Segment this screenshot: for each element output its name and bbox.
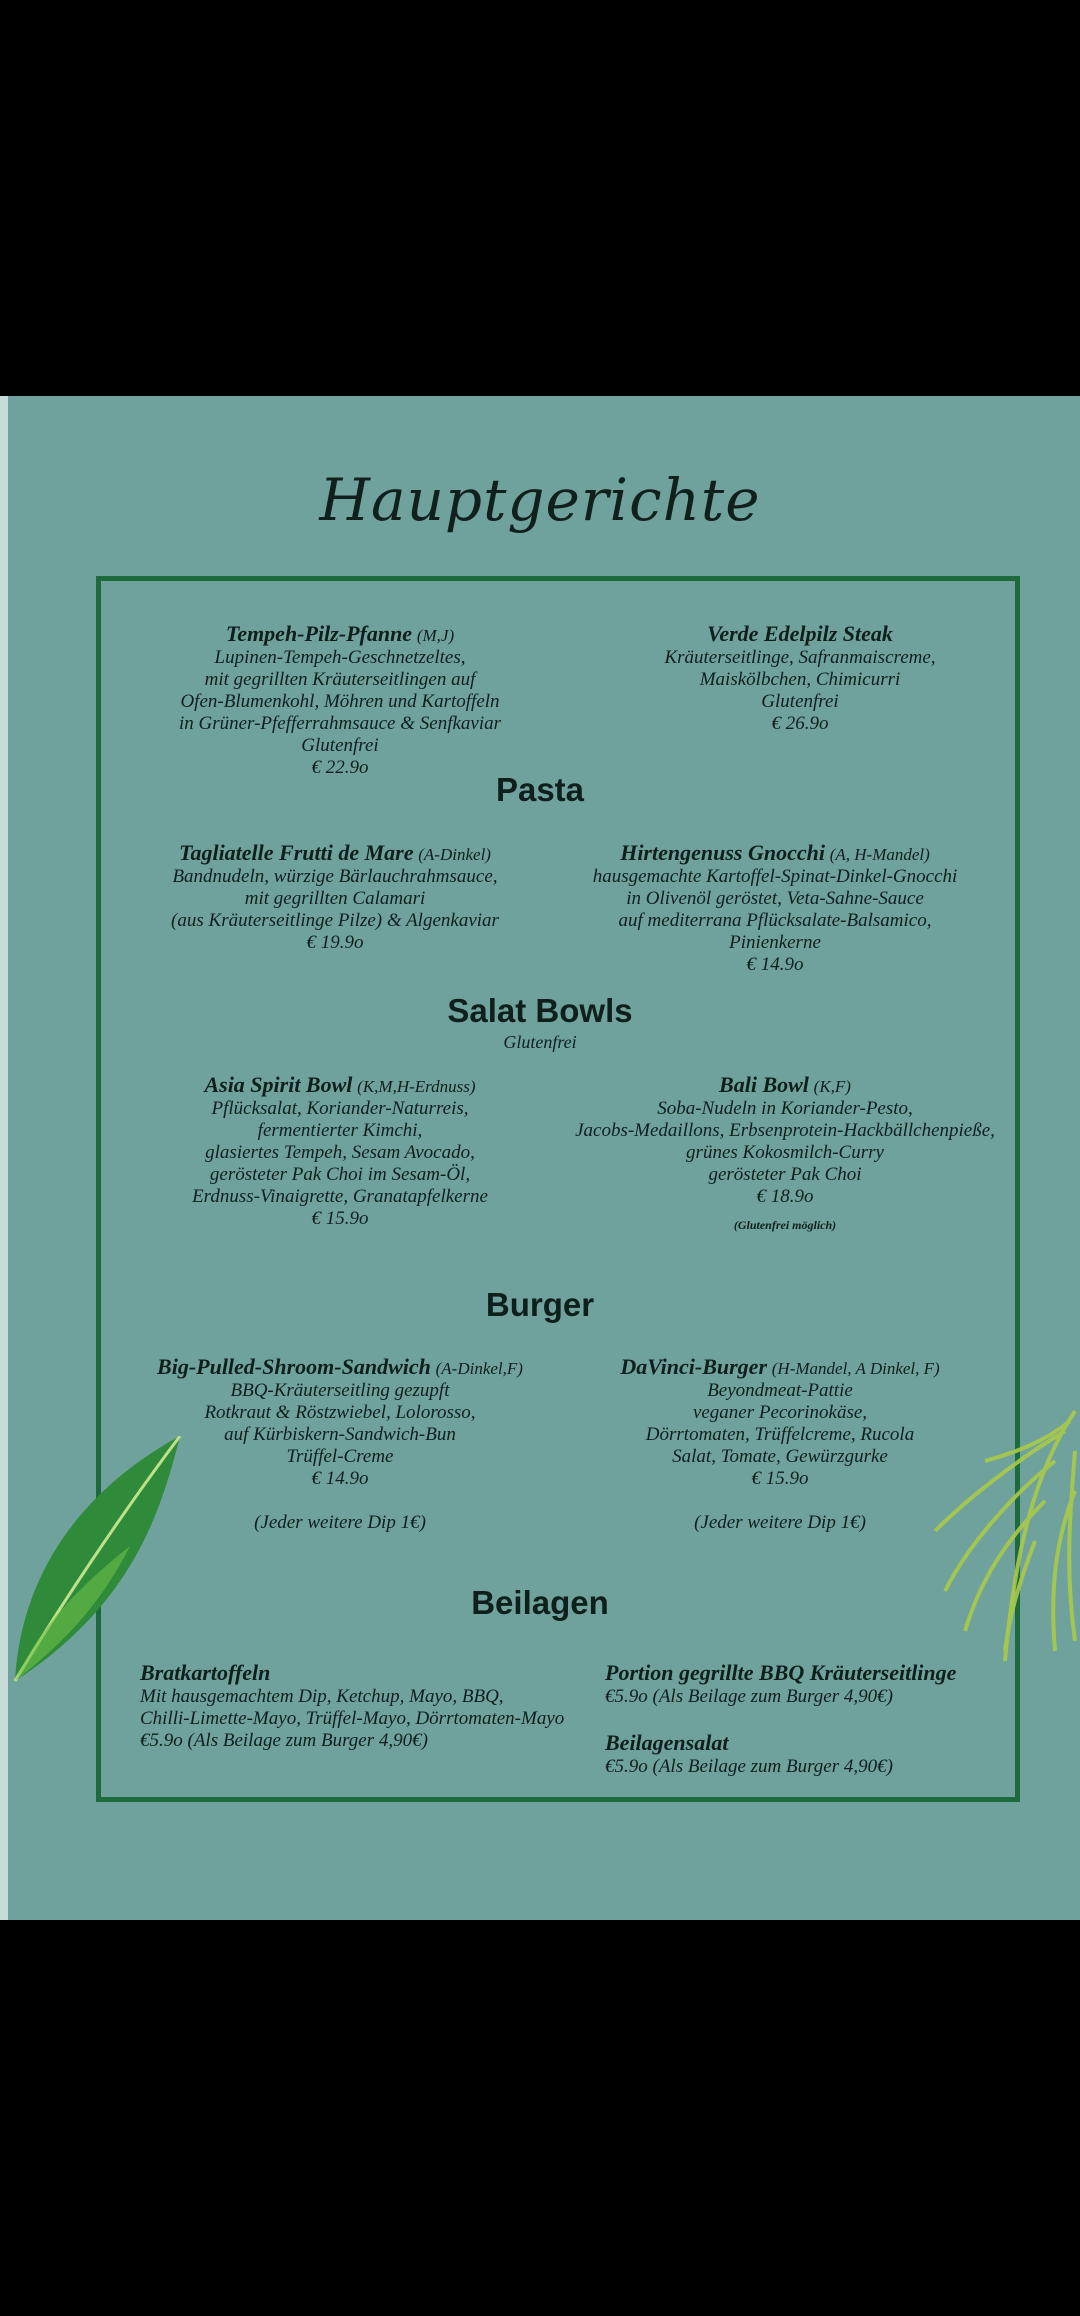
section-heading-beilagen: Beilagen <box>471 1584 609 1621</box>
dish-bbq-kraeuterseitlinge <box>605 1660 1025 1708</box>
dish-allergens: (A-Dinkel,F) <box>435 1359 523 1378</box>
dish-desc: Rotkraut & Röstzwiebel, Lolorosso, <box>204 1402 476 1423</box>
dish-price: €5.9o (Als Beilage zum Burger 4,90€) <box>140 1730 428 1751</box>
dish-desc: gerösteter Pak Choi im Sesam-Öl, <box>209 1164 471 1185</box>
dish-name: DaVinci-Burger <box>620 1354 768 1379</box>
dish-desc: Glutenfrei <box>761 691 839 712</box>
page-edge <box>0 396 8 1920</box>
dish-desc: mit gegrillten Calamari <box>244 888 426 909</box>
dish-allergens: (K,M,H-Erdnuss) <box>357 1077 476 1096</box>
dish-allergens: (A, H-Mandel) <box>829 845 930 864</box>
dish-desc: Erdnuss-Vinaigrette, Granatapfelkerne <box>192 1186 488 1207</box>
section-heading-burger: Burger <box>485 1286 595 1323</box>
dish-desc: auf Kürbiskern-Sandwich-Bun <box>224 1424 456 1445</box>
dish-desc: gerösteter Pak Choi <box>708 1164 862 1185</box>
dish-desc: Pflücksalat, Koriander-Naturreis, <box>211 1098 469 1119</box>
dish-price: € 14.9o <box>311 1468 369 1489</box>
dish-desc: Dörrtomaten, Trüffelcreme, Rucola <box>645 1424 915 1445</box>
dish-name: Tagliatelle Frutti de Mare <box>179 840 414 865</box>
dish-name: Portion gegrillte BBQ Kräuterseitlinge <box>605 1660 957 1685</box>
dish-dip-note: (Jeder weitere Dip 1€) <box>694 1512 866 1533</box>
dish-desc: in Olivenöl geröstet, Veta-Sahne-Sauce <box>626 888 924 909</box>
dish-davinci-burger <box>570 1354 990 1534</box>
dish-price: € 15.9o <box>751 1468 809 1489</box>
dish-name: Bratkartoffeln <box>140 1660 271 1685</box>
dish-allergens: (M,J) <box>416 626 455 645</box>
dish-desc: Mit hausgemachtem Dip, Ketchup, Mayo, BBQ, <box>140 1686 504 1707</box>
dish-tempeh-pilz-pfanne <box>130 621 550 779</box>
dish-desc: auf mediterrana Pflücksalate-Balsamico, <box>618 910 932 931</box>
section-heading-pasta: Pasta <box>495 771 585 808</box>
dish-price: €5.9o (Als Beilage zum Burger 4,90€) <box>605 1686 893 1707</box>
dish-desc: Ofen-Blumenkohl, Möhren und Kartoffeln <box>180 691 500 712</box>
dish-desc: BBQ-Kräuterseitling gezupft <box>230 1380 450 1401</box>
dish-name: Beilagensalat <box>605 1730 729 1755</box>
dish-allergens: (A-Dinkel) <box>418 845 491 864</box>
dish-name: Tempeh-Pilz-Pfanne <box>225 621 413 646</box>
dish-desc: glasiertes Tempeh, Sesam Avocado, <box>205 1142 475 1163</box>
dish-desc: Maiskölbchen, Chimicurri <box>699 669 901 690</box>
dish-desc: grünes Kokosmilch-Curry <box>686 1142 884 1163</box>
dish-desc: veganer Pecorinokäse, <box>692 1402 868 1423</box>
dish-price: € 18.9o <box>756 1186 814 1207</box>
dish-price: € 15.9o <box>311 1208 369 1229</box>
dish-name: Asia Spirit Bowl <box>204 1072 353 1097</box>
dish-price: € 26.9o <box>771 713 829 734</box>
dish-desc: Chilli-Limette-Mayo, Trüffel-Mayo, Dörrtomaten-Mayo <box>140 1708 565 1729</box>
dish-beilagensalat <box>605 1730 1025 1778</box>
dish-dip-note: (Jeder weitere Dip 1€) <box>254 1512 426 1533</box>
dish-desc: Glutenfrei <box>301 735 379 756</box>
dish-price: € 19.9o <box>306 932 364 953</box>
dish-price: € 14.9o <box>746 954 804 975</box>
dish-desc: Kräuterseitlinge, Safranmaiscreme, <box>664 647 936 668</box>
section-heading-salat-bowls <box>0 992 1080 1053</box>
dish-tagliatelle <box>130 840 540 954</box>
dish-name: Big-Pulled-Shroom-Sandwich <box>157 1354 431 1379</box>
dish-big-pulled-shroom-sandwich <box>130 1354 550 1534</box>
dish-price: €5.9o (Als Beilage zum Burger 4,90€) <box>605 1756 893 1777</box>
dish-asia-spirit-bowl <box>130 1072 550 1230</box>
dish-desc: (aus Kräuterseitlinge Pilze) & Algenkaviar <box>171 910 499 931</box>
dish-bratkartoffeln <box>140 1660 590 1752</box>
dish-name: Bali Bowl <box>719 1072 809 1097</box>
dish-hirtengenuss-gnocchi <box>555 840 995 976</box>
dish-desc: Soba-Nudeln in Koriander-Pesto, <box>657 1098 913 1119</box>
dish-desc: in Grüner-Pfefferrahmsauce & Senfkaviar <box>178 713 502 734</box>
dish-desc: fermentierter Kimchi, <box>257 1120 423 1141</box>
dish-bali-bowl <box>555 1072 1015 1236</box>
menu-page <box>0 396 1080 1920</box>
dish-verde-edelpilz-steak <box>590 621 1010 735</box>
dish-desc: Pinienkerne <box>729 932 821 953</box>
dish-allergens: (K,F) <box>813 1077 851 1096</box>
dish-allergens: (H-Mandel, A Dinkel, F) <box>771 1359 940 1378</box>
dish-note: (Glutenfrei möglich) <box>733 1218 837 1232</box>
dish-desc: Jacobs-Medaillons, Erbsenprotein-Hackbällchenpieße, <box>575 1120 995 1141</box>
dish-desc: Bandnudeln, würzige Bärlauchrahmsauce, <box>172 866 498 887</box>
dish-price: € 22.9o <box>311 757 369 778</box>
menu-title: Hauptgerichte <box>319 466 761 534</box>
dish-name: Hirtengenuss Gnocchi <box>620 840 825 865</box>
dish-desc: Beyondmeat-Pattie <box>707 1380 853 1401</box>
dish-desc: mit gegrillten Kräuterseitlingen auf <box>204 669 476 690</box>
section-title: Salat Bowls <box>447 992 633 1029</box>
dish-desc: Lupinen-Tempeh-Geschnetzeltes, <box>214 647 466 668</box>
dish-desc: Salat, Tomate, Gewürzgurke <box>672 1446 888 1467</box>
section-subtitle: Glutenfrei <box>503 1032 577 1052</box>
dish-desc: Trüffel-Creme <box>286 1446 394 1467</box>
dish-name: Verde Edelpilz Steak <box>707 621 893 646</box>
dish-desc: hausgemachte Kartoffel-Spinat-Dinkel-Gnocchi <box>592 866 958 887</box>
